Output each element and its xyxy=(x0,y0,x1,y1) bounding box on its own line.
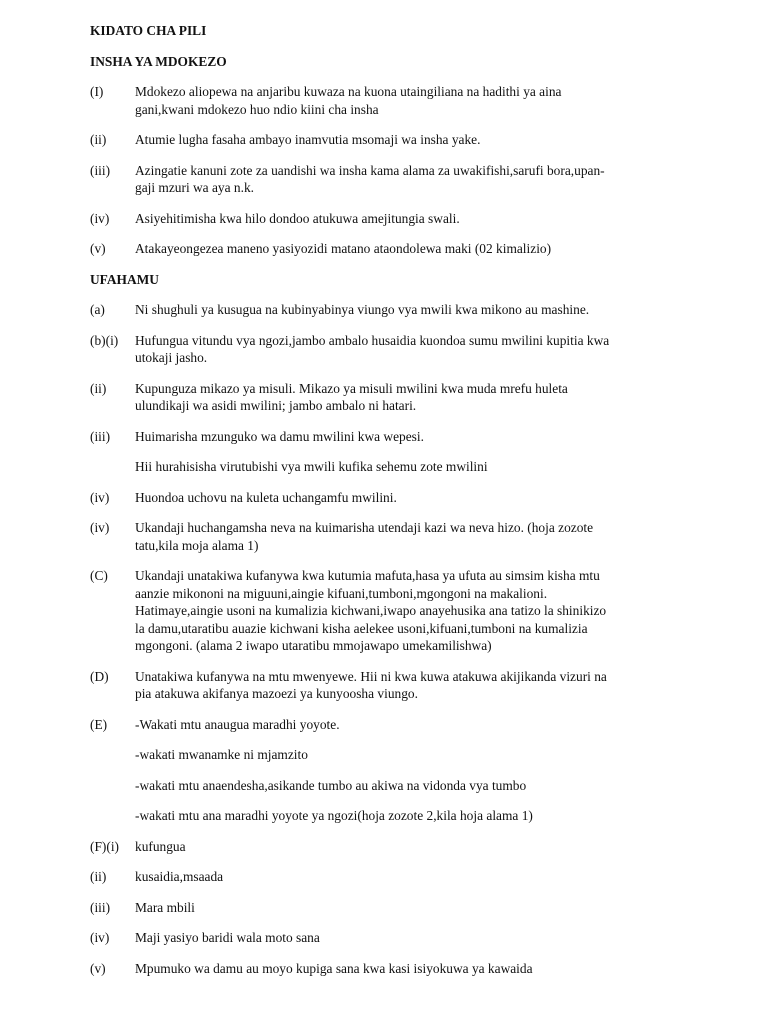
list-item xyxy=(90,240,680,258)
item-text-line: Mara mbili xyxy=(135,899,195,915)
item-number: (iii) xyxy=(90,428,111,444)
item-number xyxy=(90,746,135,764)
item-text-line: Unatakiwa kufanywa na mtu mwenyewe. Hii ni kwa kuwa atakuwa akijikanda vizuri na xyxy=(135,668,607,684)
list-item xyxy=(90,489,680,507)
item-text-line: Mpumuko wa damu au moyo kupiga sana kwa kasi isiyokuwa ya kawaida xyxy=(135,960,533,976)
item-text xyxy=(135,716,680,734)
item-text xyxy=(135,746,680,764)
list-item xyxy=(90,868,680,886)
list-item xyxy=(90,131,680,149)
item-number: (ii) xyxy=(90,869,107,884)
item-number: (C) xyxy=(90,568,108,583)
item-text-line: gaji mzuri wa aya n.k. xyxy=(135,180,254,195)
item-text-line: Asiyehitimisha kwa hilo dondoo atukuwa amejitungia swali. xyxy=(135,210,460,226)
item-text-line: Azingatie kanuni zote za uandishi wa insha kama alama za uwakifishi,sarufi bora,upan- xyxy=(135,162,605,178)
item-text-line: Hatimaye,aingie usoni na kumalizia kichwani,iwapo anayehusika ana tatizo la shinikizo xyxy=(135,603,607,618)
item-text-line: Ukandaji huchangamsha neva na kuimarisha utendaji kazi wa neva hizo. (hoja zozote xyxy=(135,520,594,535)
list-item xyxy=(90,716,680,734)
item-text-line: Maji yasiyo baridi wala moto sana xyxy=(135,930,320,945)
list-item xyxy=(90,899,680,917)
document-title: KIDATO CHA PILI xyxy=(90,23,207,38)
section-heading-insha: INSHA YA MDOKEZO xyxy=(90,53,227,69)
item-text-line: -wakati mtu anaendesha,asikande tumbo au akiwa na vidonda vya tumbo xyxy=(135,777,527,793)
item-text xyxy=(135,131,680,149)
item-text-line: Huimarisha mzunguko wa damu mwilini kwa wepesi. xyxy=(135,428,424,444)
list-item xyxy=(90,929,680,947)
item-text xyxy=(135,489,680,507)
item-number: (v) xyxy=(90,241,106,256)
list-item xyxy=(90,960,680,978)
item-text-line: -Wakati mtu anaugua maradhi yoyote. xyxy=(135,716,340,732)
document-page xyxy=(90,22,680,990)
item-number: (a) xyxy=(90,302,105,317)
item-text-line: Ukandaji unatakiwa kufanywa kwa kutumia mafuta,hasa ya ufuta au simsim kisha mtu xyxy=(135,568,600,583)
item-text-line: gani,kwani mdokezo huo ndio kiini cha insha xyxy=(135,101,379,117)
item-number: (iv) xyxy=(90,489,110,505)
item-text-line: kufungua xyxy=(135,838,186,854)
item-number: (iii) xyxy=(90,162,111,178)
insha-items-list xyxy=(90,83,680,258)
item-text-line: Huondoa uchovu na kuleta uchangamfu mwilini. xyxy=(135,489,397,505)
item-text xyxy=(135,458,680,476)
item-text-line: utokaji jasho. xyxy=(135,350,208,365)
list-item xyxy=(90,380,680,415)
list-item xyxy=(90,519,680,554)
item-text xyxy=(135,519,680,554)
item-number: (D) xyxy=(90,668,109,684)
item-text-line: tatu,kila moja alama 1) xyxy=(135,537,259,553)
item-text-line: -wakati mwanamke ni mjamzito xyxy=(135,747,308,762)
section-heading-ufahamu: UFAHAMU xyxy=(90,271,159,287)
item-number: (I) xyxy=(90,84,104,99)
item-number: (iv) xyxy=(90,210,110,226)
item-number: (iii) xyxy=(90,899,111,915)
list-item xyxy=(90,210,680,228)
list-item xyxy=(90,807,680,825)
item-number: (iv) xyxy=(90,930,110,945)
item-text-line: Hii hurahisisha virutubishi vya mwili kufika sehemu zote mwilini xyxy=(135,459,488,474)
item-text-line: kusaidia,msaada xyxy=(135,869,224,884)
item-text-line: ulundikaji wa asidi mwilini; jambo ambalo ni hatari. xyxy=(135,398,417,413)
list-item xyxy=(90,567,680,655)
list-item xyxy=(90,746,680,764)
item-text xyxy=(135,668,680,703)
item-text-line: la damu,utaratibu auazie kichwani kisha aelekee usoni,kifuani,tumboni na kumalizia xyxy=(135,620,588,636)
item-text xyxy=(135,380,680,415)
item-number xyxy=(90,458,135,476)
item-text-line: Mdokezo aliopewa na anjaribu kuwaza na kuona utaingiliana na hadithi ya aina xyxy=(135,84,562,99)
item-text xyxy=(135,210,680,228)
list-item xyxy=(90,83,680,118)
item-text xyxy=(135,301,680,319)
item-text xyxy=(135,240,680,258)
item-text xyxy=(135,929,680,947)
item-text xyxy=(135,83,680,118)
item-text-line: aanzie mikononi na miguuni,aingie kifuani,tumboni,mgongoni na makalioni. xyxy=(135,585,548,601)
list-item xyxy=(90,458,680,476)
item-number: (iv) xyxy=(90,520,110,535)
item-text-line: Kupunguza mikazo ya misuli. Mikazo ya misuli mwilini kwa muda mrefu huleta xyxy=(135,380,568,396)
item-text xyxy=(135,567,680,655)
item-text xyxy=(135,428,680,446)
item-text-line: Ni shughuli ya kusugua na kubinyabinya viungo vya mwili kwa mikono au mashine. xyxy=(135,302,590,317)
item-text-line: -wakati mtu ana maradhi yoyote ya ngozi(hoja zozote 2,kila hoja alama 1) xyxy=(135,808,533,823)
item-text-line: Hufungua vitundu vya ngozi,jambo ambalo husaidia kuondoa sumu mwilini kupitia kwa xyxy=(135,332,610,348)
list-item xyxy=(90,838,680,856)
item-number: (ii) xyxy=(90,132,107,147)
item-text-line: Atumie lugha fasaha ambayo inamvutia msomaji wa insha yake. xyxy=(135,132,481,147)
item-number: (b)(i) xyxy=(90,332,119,348)
item-text xyxy=(135,868,680,886)
item-text xyxy=(135,960,680,978)
item-text xyxy=(135,838,680,856)
item-number: (v) xyxy=(90,960,106,976)
ufahamu-items-list xyxy=(90,301,680,977)
item-number: (ii) xyxy=(90,380,107,396)
item-number xyxy=(90,807,135,825)
item-number xyxy=(90,777,135,795)
item-text xyxy=(135,899,680,917)
list-item xyxy=(90,777,680,795)
item-number: (E) xyxy=(90,716,108,732)
item-text xyxy=(135,777,680,795)
item-text xyxy=(135,332,680,367)
item-number: (F)(i) xyxy=(90,838,120,854)
item-text-line: pia atakuwa akifanya mazoezi ya kunyoosha viungo. xyxy=(135,686,418,701)
item-text xyxy=(135,162,680,197)
list-item xyxy=(90,162,680,197)
list-item xyxy=(90,332,680,367)
list-item xyxy=(90,668,680,703)
list-item xyxy=(90,301,680,319)
item-text-line: Atakayeongezea maneno yasiyozidi matano ataondolewa maki (02 kimalizio) xyxy=(135,241,552,256)
list-item xyxy=(90,428,680,446)
item-text xyxy=(135,807,680,825)
item-text-line: mgongoni. (alama 2 iwapo utaratibu mmojawapo umekamilishwa) xyxy=(135,638,492,653)
